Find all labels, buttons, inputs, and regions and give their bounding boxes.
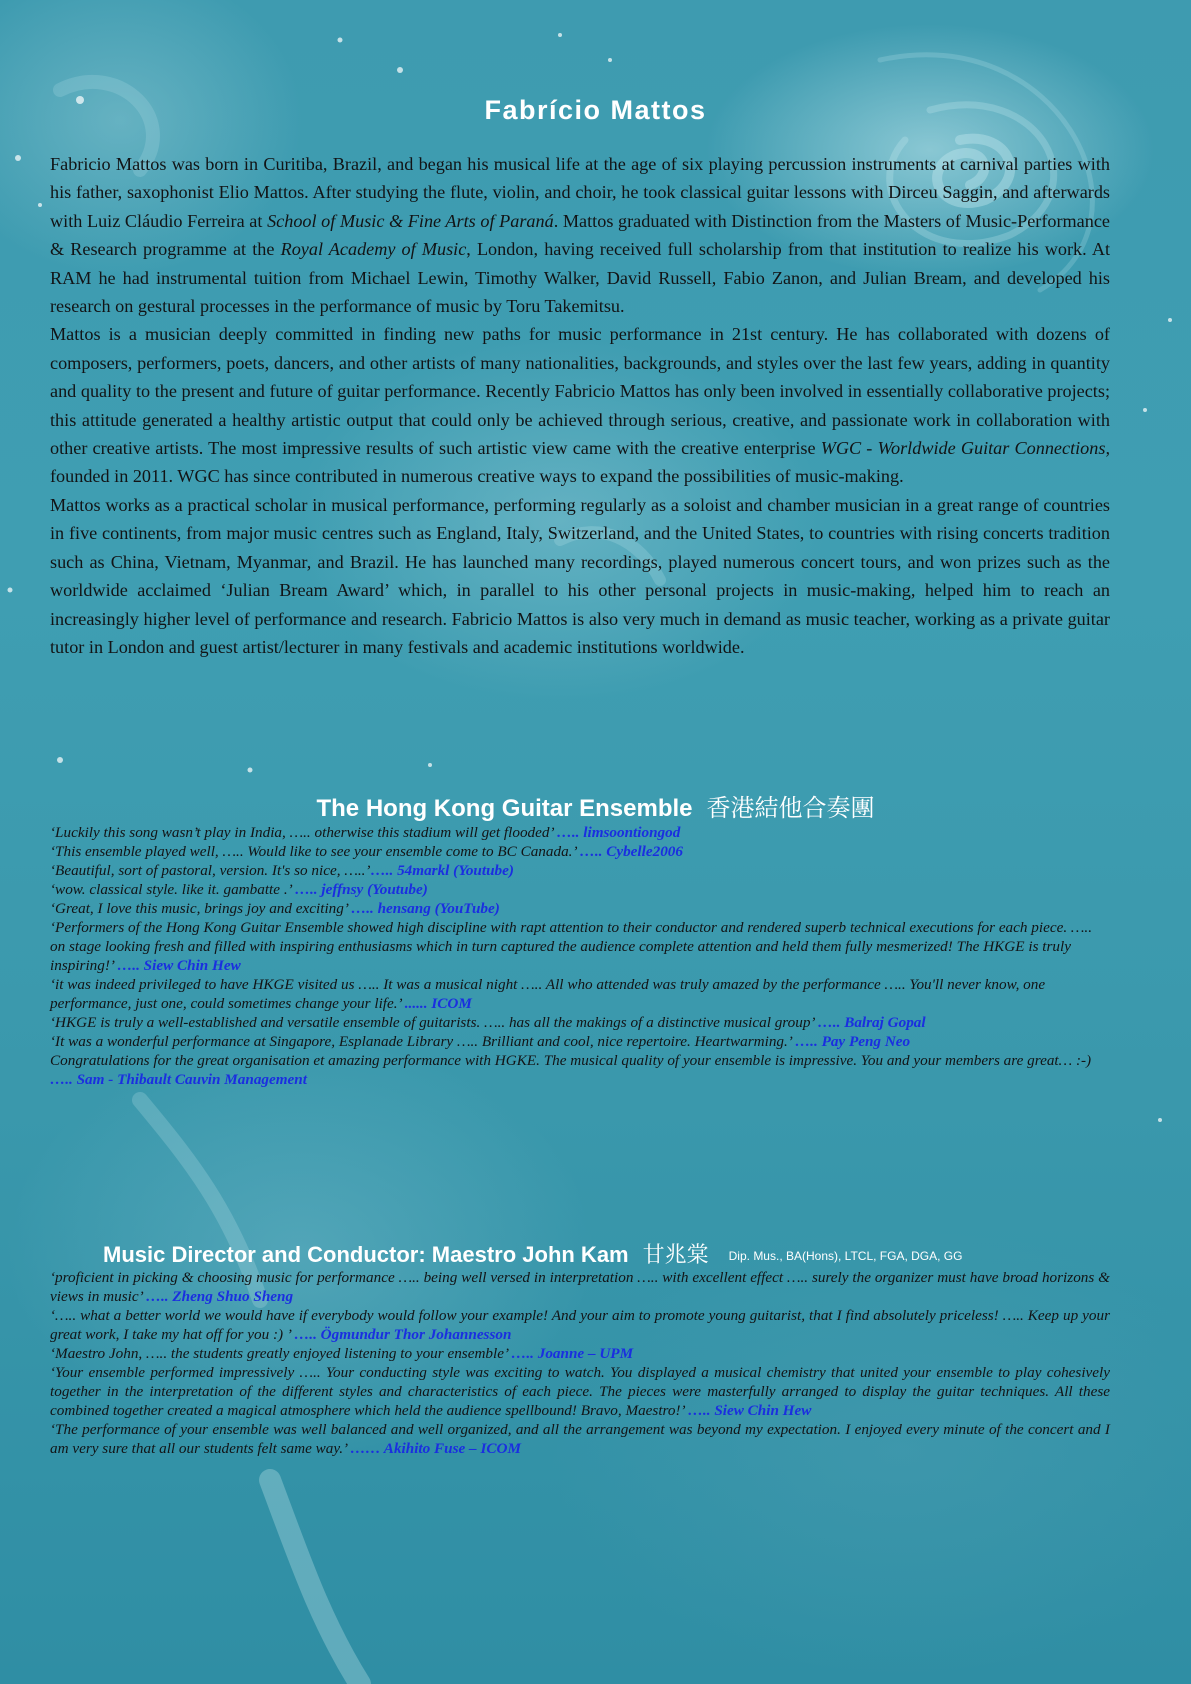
bio-p2-text-2: founded in 2011. WGC has since contributed in numerous creative ways to expand the possibilities of music-making. [50,466,904,487]
bio-p2-text: Mattos is a musician deeply committed in finding new paths for music performance in 21st century. He has collaborated with dozens of composers, performers, poets, dancers, and other artists of many nationalities, backgrounds, and styles over the last few years, adding in quantity and quality to the present and future of guitar performance. Recently Fabricio Mattos has only been involved in essentially collaborative projects; this attitude generated a healthy artistic output that could only be achieved through serious, creative, and passionate work in collaboration with other creative artists. The most impressive results of such artistic view came with the creative enterprise [50,324,1110,459]
testimonial [50,880,1100,899]
bio-p2-wgc: WGC - Worldwide Guitar Connections, [820,438,1110,459]
testimonial-author: …… Akihito Fuse – ICOM [350,1440,521,1457]
testimonial-author: ….. Joanne – UPM [511,1345,634,1362]
testimonial [50,842,1100,861]
hkge-title-chinese: 香港結他合奏團 [706,795,875,822]
director-name-chinese: 甘兆棠 [642,1242,709,1267]
testimonial-text: ‘wow. classical style. like it. gambatte .’ [50,881,295,898]
testimonial-author: ….. Zheng Shuo Sheng [145,1288,294,1305]
testimonial-text: ‘It was a wonderful performance at Singapore, Esplanade Library ….. Brilliant and cool, nice repertoire. Heartwarming.’ [50,1033,795,1050]
testimonial [50,1013,1100,1032]
testimonial-author: ….. Siew Chin Hew [117,957,241,974]
testimonial [50,1306,1110,1344]
testimonial-author: ….. Pay Peng Neo [794,1033,911,1050]
testimonial [50,918,1100,975]
bio-p1-school: School of Music & Fine Arts of Paraná [267,210,554,231]
testimonial-text: ‘Luckily this song wasn’t play in India, ….. otherwise this stadium will get flooded’ [50,824,557,841]
testimonial-text: ‘Performers of the Hong Kong Guitar Ensemble showed high discipline with rapt attention to their conductor and rendered superb technical executions for each piece. ….. on stage looking fresh and filled with inspiring enthusiasms which in turn captured the audience complete attention and held them fully mesmerized! The HKGE is truly inspiring!’ [50,919,1093,974]
bio-title: Fabrício Mattos [484,95,707,125]
testimonial-text: ‘The performance of your ensemble was well balanced and well organized, and all the arrangement was beyond my expectation. I enjoyed every minute of the concert and I am very sure that all our students felt same way.’ [50,1421,1110,1457]
hkge-testimonials [50,823,1100,1089]
bio-p1-text-2: . Mattos graduated with Distinction from the Masters of Music-Performance & Research programme at the [50,210,1110,260]
testimonial-author: ….. limsoontiongod [556,824,681,841]
testimonial-author: ...... ICOM [404,995,472,1012]
testimonial-text: ‘Beautiful, sort of pastoral, version. It's so nice, …..’ [50,862,371,879]
hkge-title: The Hong Kong Guitar Ensemble [316,795,693,822]
director-heading [103,1238,962,1269]
testimonial-author: ….. hensang (YouTube) [351,900,500,917]
testimonial-text: ‘Maestro John, ….. the students greatly enjoyed listening to your ensemble’ [50,1345,512,1362]
testimonial [50,1032,1100,1051]
testimonial-author: ….. Sam - Thibault Cauvin Management [50,1071,307,1088]
testimonial-text: ‘HKGE is truly a well-established and versatile ensemble of guitarists. ….. has all the makings of a distinctive musical group’ [50,1014,818,1031]
testimonial [50,1268,1110,1306]
testimonial-text: ‘Great, I love this music, brings joy and exciting’ [50,900,352,917]
testimonial-author: ….. Siew Chin Hew [687,1402,812,1419]
hkge-heading [0,788,1191,823]
bio-paragraph-2 [50,320,1110,490]
testimonial-text: Congratulations for the great organisation et amazing performance with HGKE. The musical quality of your ensemble is impressive. You and your members are great… :-) [50,1052,1092,1069]
testimonial [50,1363,1110,1420]
testimonial-text: ‘Your ensemble performed impressively ….. Your conducting style was exciting to watch. You displayed a musical chemistry that united your ensemble to play cohesively together in the interpretation of the different styles and characteristics of each piece. The pieces were masterfully arranged to display the guitar techniques. All these combined together created a magical atmosphere which held the audience spellbound! Bravo, Maestro!’ [50,1364,1110,1419]
director-qualifications: Dip. Mus., BA(Hons), LTCL, FGA, DGA, GG [728,1249,963,1263]
testimonial [50,975,1100,1013]
bio-p1-text: Fabricio Mattos was born in Curitiba, Brazil, and began his musical life at the age of six playing percussion instruments at carnival parties with his father, saxophonist Elio Mattos. After studying the flute, violin, and choir, he took classical guitar lessons with Dirceu Saggin, and afterwards with Luiz Cláudio Ferreira at [50,154,1110,231]
testimonial-text: ‘it was indeed privileged to have HKGE visited us ….. It was a musical night ….. All who attended was truly amazed by the performance ….. You'll never know, one performance, just one, could sometimes change your life.’ [50,976,1046,1012]
testimonial [50,1051,1100,1089]
testimonial [50,899,1100,918]
testimonial-author: ….. Cybelle2006 [579,843,683,860]
testimonial-author: ….. Ögmundur Thor Johannesson [294,1326,512,1343]
bio-paragraph-1 [50,150,1110,320]
testimonial-text: ‘proficient in picking & choosing music for performance ….. being well versed in interpretation ….. with excellent effect ….. surely the organizer must have broad horizons & views in music’ [50,1269,1110,1305]
director-title: Music Director and Conductor: Maestro John Kam [103,1242,629,1267]
testimonial [50,1420,1110,1458]
testimonial [50,861,1100,880]
testimonial-text: ‘….. what a better world we would have if everybody would follow your example! And your aim to promote young guitarist, that I find absolutely priceless! ….. Keep up your great work, I take my hat off for you :) ’ [50,1307,1110,1343]
bio-paragraph-3: Mattos works as a practical scholar in musical performance, performing regularly as a soloist and chamber musician in a great range of countries in five continents, from major music centres such as England, Italy, Switzerland, and the United States, to countries with rising concerts tradition such as China, Vietnam, Myanmar, and Brazil. He has launched many recordings, played numerous concert tours, and won prizes such as the worldwide acclaimed ‘Julian Bream Award’ which, in parallel to his other personal projects in music-making, helped him to reach an increasingly higher level of performance and research. Fabricio Mattos is also very much in demand as music teacher, working as a private guitar tutor in London and guest artist/lecturer in many festivals and academic institutions worldwide. [50,494,1110,657]
testimonial [50,1344,1110,1363]
bio-p1-text-3: , London, having received full scholarship from that institution to realize his work. At RAM he had instrumental tuition from Michael Lewin, Timothy Walker, David Russell, Fabio Zanon, and Julian Bream, and developed his research on gestural processes in the performance of music by Toru Takemitsu. [50,239,1111,317]
director-testimonials [50,1268,1110,1458]
testimonial-author: ….. Balraj Gopal [817,1014,926,1031]
testimonial-author: ….. 54markl (Youtube) [370,862,514,879]
testimonial-text: ‘This ensemble played well, ….. Would like to see your ensemble come to BC Canada.’ [50,843,580,860]
bio-text [50,150,1110,661]
testimonial-author: ….. jeffnsy (Youtube) [294,881,428,898]
testimonial [50,823,1100,842]
bio-p1-ram: Royal Academy of Music [280,239,467,260]
